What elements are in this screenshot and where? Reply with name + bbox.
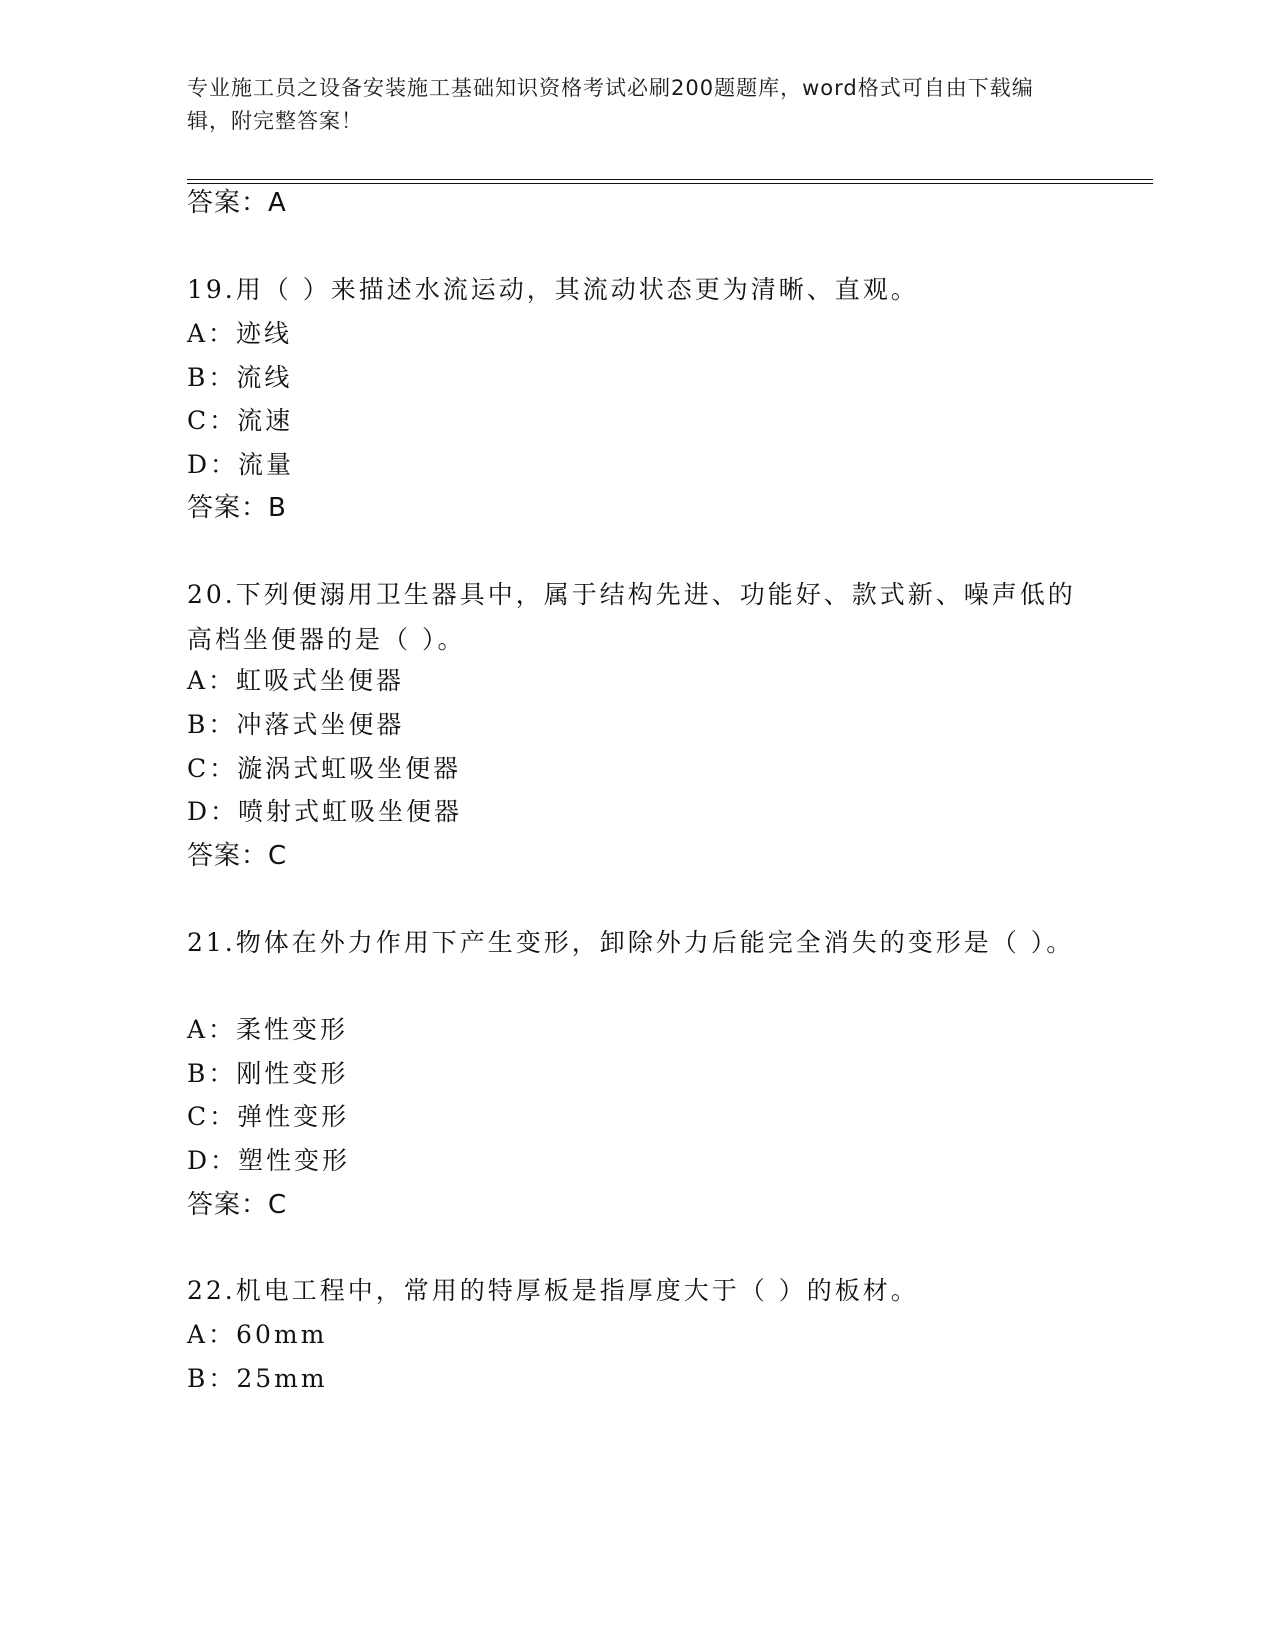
- option-b: B：25mm: [187, 1364, 328, 1393]
- option-a: A：迹线: [187, 319, 293, 348]
- header-rule-double: [187, 183, 1153, 184]
- option-d: D：流量: [187, 450, 295, 479]
- option-a: A：柔性变形: [187, 1015, 349, 1044]
- option-b: B：冲落式坐便器: [187, 710, 405, 739]
- option-a: A：虹吸式坐便器: [187, 666, 405, 695]
- option-c: C：漩涡式虹吸坐便器: [187, 754, 462, 783]
- previous-answer: 答案：A: [187, 188, 287, 218]
- option-d: D：塑性变形: [187, 1146, 351, 1175]
- answer: 答案：C: [187, 841, 288, 871]
- option-c: C：流速: [187, 406, 294, 435]
- question-stem: 22.机电工程中，常用的特厚板是指厚度大于（ ）的板材。: [187, 1276, 919, 1305]
- page-header: 专业施工员之设备安装施工基础知识资格考试必刷200题题库，word格式可自由下载编辑，附完整答案！: [187, 76, 1034, 133]
- answer: 答案：B: [187, 493, 287, 523]
- question-stem: 21.物体在外力作用下产生变形，卸除外力后能完全消失的变形是（ ）。: [187, 928, 1075, 957]
- option-b: B：流线: [187, 363, 293, 392]
- option-a: A：60mm: [187, 1320, 328, 1349]
- question-stem: 20.下列便溺用卫生器具中，属于结构先进、功能好、款式新、噪声低的高档坐便器的是（ ）。: [187, 580, 1076, 654]
- header-rule: [187, 179, 1153, 180]
- answer: 答案：C: [187, 1190, 288, 1220]
- option-b: B：刚性变形: [187, 1059, 349, 1088]
- option-d: D：喷射式虹吸坐便器: [187, 797, 463, 826]
- option-c: C：弹性变形: [187, 1102, 350, 1131]
- question-stem: 19.用（ ）来描述水流运动，其流动状态更为清晰、直观。: [187, 275, 919, 304]
